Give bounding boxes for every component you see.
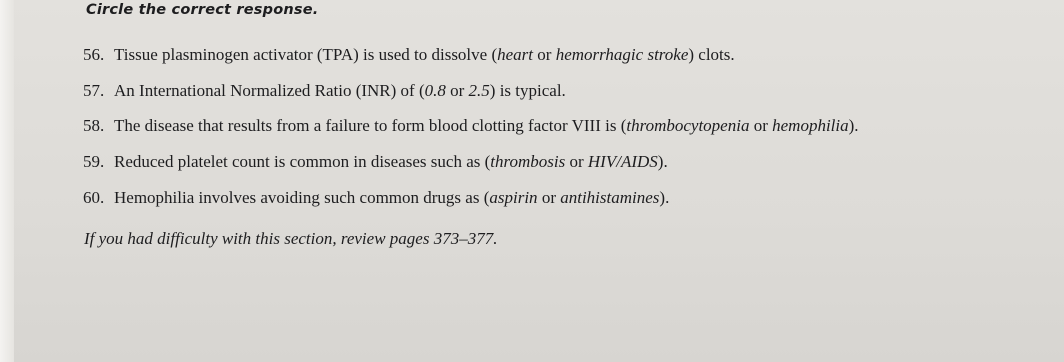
option-1[interactable]: aspirin: [489, 188, 538, 207]
page-edge: [0, 0, 14, 362]
option-1[interactable]: heart: [497, 45, 534, 64]
option-separator: or: [533, 45, 556, 64]
question-text-end: ) clots.: [688, 45, 735, 64]
question-number: 56.: [83, 45, 105, 64]
question-60: [83, 188, 669, 208]
question-text: The disease that results from a failure to form blood clotting factor VIII is (: [114, 116, 627, 135]
option-2[interactable]: antihistamines: [560, 188, 660, 207]
option-1[interactable]: 0.8: [424, 81, 446, 100]
question-text-end: ).: [848, 116, 859, 135]
option-2[interactable]: hemophilia: [772, 116, 849, 135]
question-number: 60.: [83, 188, 105, 207]
question-text-end: ).: [659, 188, 670, 207]
question-58: [83, 116, 859, 136]
question-number: 58.: [83, 116, 105, 135]
question-text-end: ) is typical.: [489, 81, 566, 100]
option-2[interactable]: HIV/AIDS: [587, 152, 658, 171]
option-separator: or: [749, 116, 773, 135]
option-1[interactable]: thrombosis: [490, 152, 566, 171]
question-59: [83, 152, 668, 172]
question-57: [83, 81, 566, 101]
review-note: If you had difficulty with this section, review pages 373–377.: [84, 229, 498, 248]
question-56: [83, 45, 735, 65]
option-2[interactable]: hemorrhagic stroke: [555, 45, 689, 64]
option-1[interactable]: thrombocytopenia: [626, 116, 750, 135]
question-text: An International Normalized Ratio (INR) of (: [114, 81, 425, 100]
section-heading: Circle the correct response.: [86, 2, 319, 18]
option-separator: or: [445, 81, 469, 100]
question-text-end: ).: [657, 152, 668, 171]
option-separator: or: [537, 188, 561, 207]
question-text: Tissue plasminogen activator (TPA) is used to dissolve (: [114, 45, 498, 64]
option-separator: or: [565, 152, 588, 171]
option-2[interactable]: 2.5: [468, 81, 490, 100]
question-number: 59.: [83, 152, 105, 171]
question-text: Reduced platelet count is common in diseases such as (: [114, 152, 491, 171]
question-text: Hemophilia involves avoiding such common drugs as (: [114, 188, 490, 207]
question-number: 57.: [83, 81, 105, 100]
